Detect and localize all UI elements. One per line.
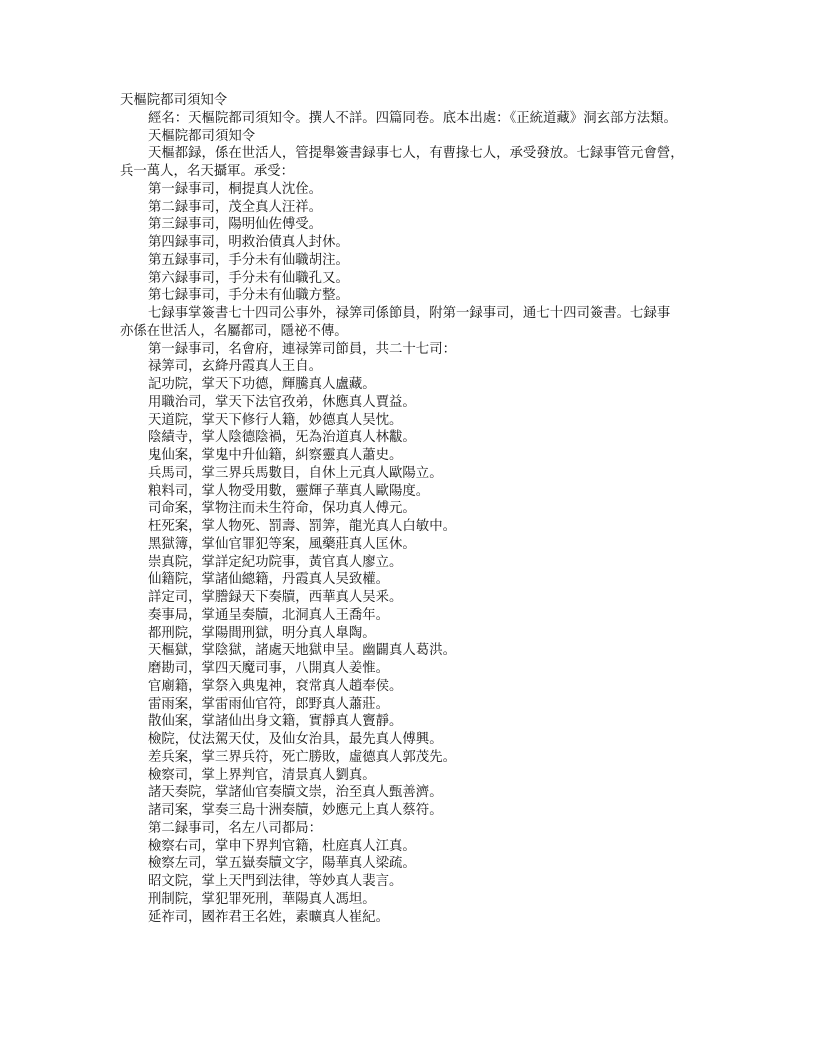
lu-shi-line: 第一録事司，桐提真人沈佺。	[148, 181, 323, 197]
intro-paragraph-1: 天樞都録，係在世活人，管提舉簽書録事七人，有曹掾七人，承受發放。七録事管元會營，	[148, 146, 684, 162]
document-subtitle: 天樞院都司須知令	[148, 128, 256, 144]
office-line: 延祚司，國祚君王名姓，素曠真人崔紀。	[148, 909, 390, 925]
office-line: 檢察右司，掌申下界判官籍，杜庭真人江真。	[148, 838, 416, 854]
lu-shi-line: 第四録事司，明救治債真人封休。	[148, 235, 349, 250]
office-line: 都刑院，掌陽間刑獄，明分真人臯陶。	[148, 625, 376, 641]
intro-paragraph-2-continued: 亦係在世活人，名屬都司，隱祕不傳。	[120, 323, 348, 339]
office-line: 天道院，掌天下修行人籍，妙德真人吴忱。	[148, 412, 403, 428]
office-line: 諸天奏院，掌諸仙官奏牘文崇，治至真人甄善濟。	[148, 785, 443, 801]
office-line: 粮料司，掌人物受用數，靈輝子華真人歐陽度。	[148, 483, 430, 499]
office-line: 崇真院，掌詳定紀功院事，黃官真人廖立。	[148, 554, 403, 570]
office-line: 檢察司，掌上界判官，清景真人劉真。	[148, 767, 376, 783]
office-line: 磨勘司，掌四天魔司事，八開真人姜惟。	[148, 661, 390, 676]
office-line: 陰績寺，掌人陰德陰禍，旡為治道真人林黻。	[148, 430, 416, 446]
office-line: 刑制院，掌犯罪死刑，華陽真人馮坦。	[148, 891, 376, 907]
office-line: 禄筭司，玄絳丹霞真人王自。	[148, 359, 323, 375]
office-line: 仙籍院，掌諸仙總籍，丹霞真人吴致權。	[148, 572, 390, 588]
office-line: 兵馬司，掌三界兵馬數目，自休上元真人歐陽立。	[148, 465, 443, 481]
office-line: 雷雨案，掌雷雨仙官符，郎野真人蕭莊。	[148, 696, 390, 712]
office-line: 枉死案，掌人物死、罰壽、罰筭，龍光真人白敏中。	[148, 519, 456, 534]
office-line: 昭文院，掌上天門到法律，等妙真人裴言。	[148, 874, 403, 889]
office-line: 詳定司，掌謄録天下奏牘，西華真人吴釆。	[148, 590, 403, 605]
office-line: 記功院，掌天下功德，輝騰真人盧藏。	[148, 377, 376, 392]
lu-shi-line: 第七録事司，手分未有仙職方整。	[148, 288, 349, 304]
office-line: 司命案，掌物注而未生符命，保功真人傅元。	[148, 501, 416, 517]
office-line: 鬼仙案，掌鬼中升仙籍，糾察靈真人蕭史。	[148, 448, 403, 463]
document-title: 天樞院都司須知令	[120, 93, 228, 108]
office-line: 檢察左司，掌五嶽奏牘文字，陽華真人梁疏。	[148, 856, 416, 872]
office-line: 天樞獄，掌陰獄，諸處天地獄申呈。幽闢真人葛洪。	[148, 643, 456, 659]
intro-paragraph-1-continued: 兵一萬人，名天攝軍。承受：	[120, 164, 295, 179]
section-heading-first: 第一録事司，名會府，連禄筭司節員，共二十七司：	[148, 341, 456, 357]
office-line: 官廟籍，掌祭入典鬼神，袞常真人趙奉侯。	[148, 678, 403, 694]
office-line: 奏事局，掌通呈奏牘，北洞真人王喬年。	[148, 607, 390, 623]
office-line: 差兵案，掌三界兵符，死亡勝敗，虛德真人郭茂先。	[148, 749, 456, 765]
section-heading-second: 第二録事司，名左八司都局：	[148, 820, 323, 836]
lu-shi-line: 第五録事司，手分未有仙職胡注。	[148, 252, 349, 268]
office-line: 用職治司，掌天下法官孜弟，休應真人賈益。	[148, 394, 416, 410]
lu-shi-line: 第三録事司，陽明仙佐傅受。	[148, 217, 323, 233]
lu-shi-line: 第二録事司，茂全真人汪祥。	[148, 199, 323, 215]
lu-shi-line: 第六録事司，手分未有仙職孔又。	[148, 270, 349, 286]
intro-paragraph-2: 七録事掌簽書七十四司公事外，禄筭司係節員，附第一録事司，通七十四司簽書。七録事	[148, 306, 671, 321]
office-line: 散仙案，掌諸仙出身文籍，實靜真人竇靜。	[148, 714, 403, 730]
document-body	[120, 92, 700, 926]
document-meta: 經名：天樞院都司須知令。撰人不詳。四篇同卷。底本出處：《正統道藏》洞玄部方法類。	[148, 110, 677, 126]
office-line: 黑獄簿，掌仙官罪犯等案，風藥莊真人匡休。	[148, 536, 416, 552]
office-line: 檢院，仗法駕天仗，及仙女治具，最先真人傅興。	[148, 732, 443, 747]
office-line: 諸司案，掌奏三島十洲奏牘，妙應元上真人蔡符。	[148, 803, 443, 818]
